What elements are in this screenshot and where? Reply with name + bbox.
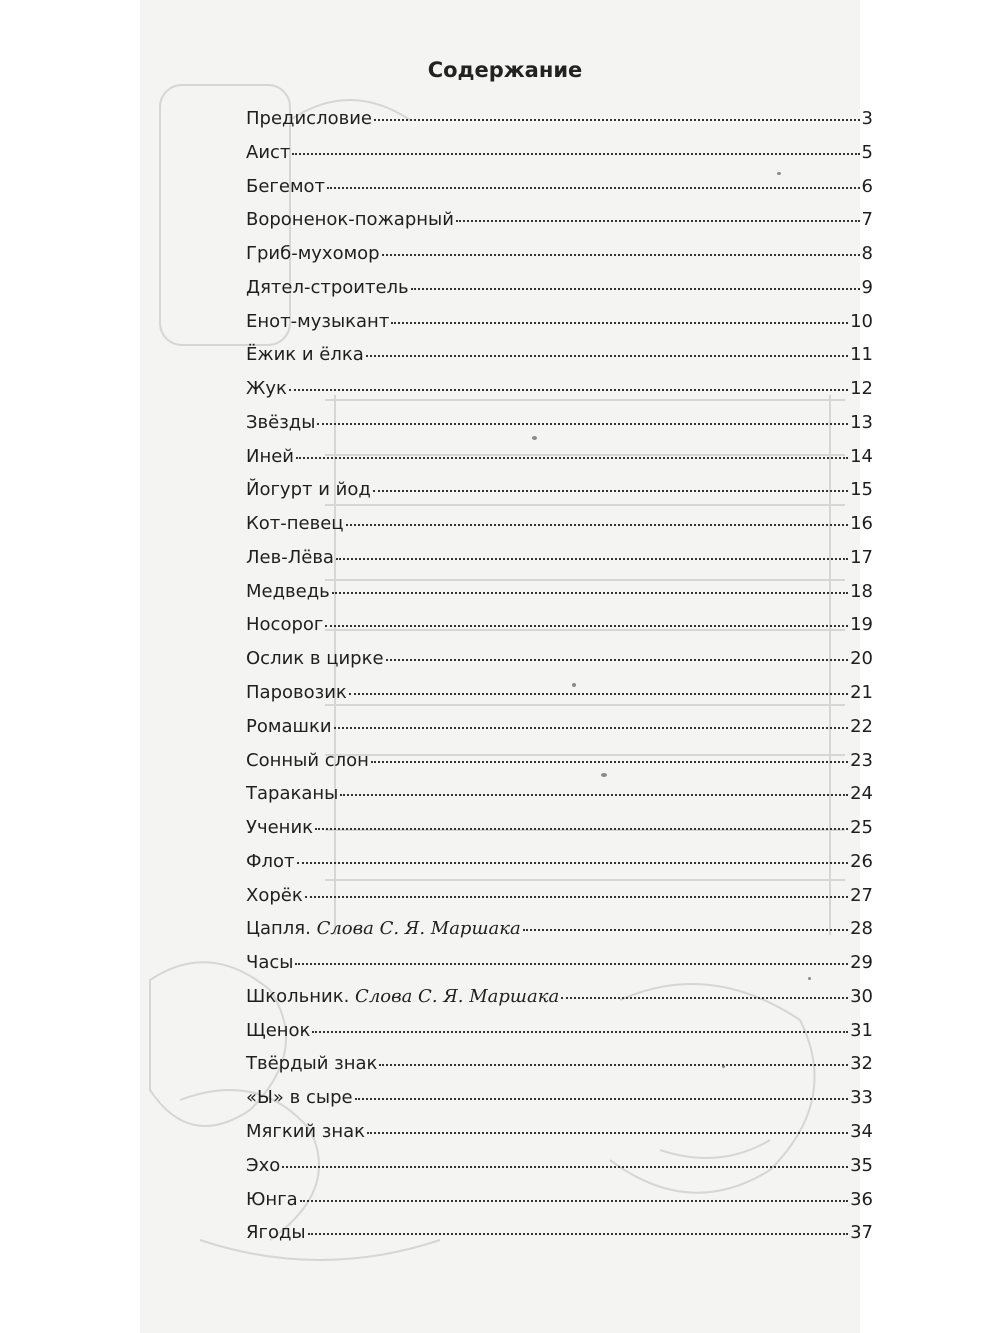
toc-entry [246, 851, 873, 885]
dot-leader [349, 693, 848, 695]
toc-entry-page-number: 28 [850, 918, 873, 940]
print-speck [808, 977, 811, 980]
toc-entry-title [246, 750, 369, 771]
toc-entry-name: Ягоды [246, 1222, 306, 1244]
dot-leader [386, 659, 849, 661]
toc-entry-name: Йогурт и йод [246, 479, 371, 501]
toc-entry [246, 1020, 873, 1054]
toc-entry [246, 1053, 873, 1087]
dot-leader [315, 828, 848, 830]
toc-entry-page-number: 27 [850, 884, 873, 906]
toc-entry [246, 412, 873, 446]
toc-entry-page-number: 21 [850, 682, 873, 704]
dot-leader [308, 1233, 848, 1235]
dot-leader [292, 153, 859, 155]
toc-entry-title [246, 108, 372, 129]
toc-entry-name: Аист [246, 141, 291, 163]
toc-entry-name: Щенок [246, 1019, 311, 1041]
dot-leader [391, 322, 848, 324]
dot-leader [366, 355, 848, 357]
toc-entry-page-number: 14 [850, 445, 873, 467]
toc-entry-page-number: 11 [850, 344, 873, 366]
toc-entry-name: Флот [246, 850, 295, 872]
toc-entry-title [246, 479, 371, 500]
toc-entry-title [246, 952, 293, 973]
toc-entry-title [246, 1222, 306, 1243]
toc-entry-page-number: 23 [850, 749, 873, 771]
toc-entry-name: Гриб-мухомор [246, 243, 380, 265]
toc-entry [246, 243, 873, 277]
toc-entry-title [246, 716, 332, 737]
dot-leader [523, 929, 848, 931]
toc-entry-page-number: 35 [850, 1154, 873, 1176]
toc-entry-name: Звёзды [246, 411, 316, 433]
toc-entry-name: Цапля. [246, 918, 311, 940]
toc-entry-page-number: 13 [850, 411, 873, 433]
toc-entry-page-number: 26 [850, 850, 873, 872]
toc-entry [246, 1087, 873, 1121]
toc-entry-title [246, 986, 559, 1007]
toc-entry-title [246, 513, 344, 534]
dot-leader [317, 423, 848, 425]
toc-entry-page-number: 37 [850, 1222, 873, 1244]
toc-entry-page-number: 3 [861, 108, 873, 129]
toc-entry-title [246, 209, 454, 230]
toc-entry [246, 918, 873, 952]
toc-entry-name: Ученик [246, 817, 314, 839]
toc-entry-page-number: 10 [850, 310, 873, 332]
toc-entry [246, 783, 873, 817]
page-title: Содержание [427, 58, 583, 82]
toc-entry-page-number: 25 [850, 817, 873, 839]
dot-leader [295, 963, 848, 965]
toc-entry [246, 277, 873, 311]
toc-entry-page-number: 19 [850, 614, 873, 636]
toc-entry-title [246, 1087, 353, 1108]
toc-entry-name: Вороненок-пожарный [246, 209, 454, 231]
toc-entry-name: Юнга [246, 1188, 298, 1210]
toc-entry-title [246, 142, 290, 163]
toc-entry [246, 209, 873, 243]
toc-entry-page-number: 12 [850, 378, 873, 400]
toc-entry-title [246, 614, 323, 635]
toc-entry [246, 817, 873, 851]
toc-entry [246, 311, 873, 345]
toc-entry [246, 513, 873, 547]
toc-entry [246, 344, 873, 378]
toc-entry [246, 614, 873, 648]
toc-entry-name: Лев-Лёва [246, 546, 334, 568]
toc-entry-page-number: 15 [850, 479, 873, 501]
print-speck [532, 436, 537, 440]
dot-leader [340, 794, 848, 796]
toc-entry-page-number: 33 [850, 1087, 873, 1109]
toc-entry [246, 1121, 873, 1155]
toc-entry-title [246, 885, 303, 906]
toc-entry-title [246, 1155, 280, 1176]
toc-entry-page-number: 5 [861, 141, 873, 163]
toc-entry [246, 1189, 873, 1223]
toc-entry-author: Слова С. Я. Маршака [355, 985, 560, 1007]
toc-entry-page-number: 22 [850, 715, 873, 737]
toc-entry-title [246, 1020, 310, 1041]
toc-entry-name: Хорёк [246, 884, 303, 906]
toc-entry [246, 108, 873, 142]
toc-entry [246, 682, 873, 716]
toc-entry [246, 176, 873, 210]
print-speck [777, 172, 781, 175]
toc-entry [246, 952, 873, 986]
toc-entry [246, 885, 873, 919]
toc-entry-title [246, 851, 295, 872]
dot-leader [300, 1200, 848, 1202]
dot-leader [561, 997, 848, 999]
dot-leader [382, 254, 860, 256]
toc-entry-page-number: 20 [850, 648, 873, 670]
toc-entry-name: Паровозик [246, 682, 347, 704]
toc-entry-name: Носорог [246, 614, 324, 636]
toc-entry-name: Жук [246, 378, 287, 400]
toc-entry [246, 446, 873, 480]
dot-leader [297, 862, 849, 864]
toc-entry-title [246, 344, 364, 365]
print-speck [601, 773, 607, 777]
toc-entry-title [246, 1053, 377, 1074]
toc-entry-title [246, 783, 338, 804]
toc-entry-page-number: 34 [850, 1120, 873, 1142]
dot-leader [355, 1098, 849, 1100]
toc-entry [246, 142, 873, 176]
toc-entry-title [246, 682, 347, 703]
toc-entry [246, 716, 873, 750]
dot-leader [312, 1031, 848, 1033]
toc-entry-title [246, 378, 287, 399]
dot-leader [289, 389, 848, 391]
toc-entry-name: Твёрдый знак [246, 1053, 378, 1075]
toc-entry-page-number: 30 [850, 985, 873, 1007]
dot-leader [334, 727, 849, 729]
toc-entry-title [246, 412, 315, 433]
toc-entry-title [246, 446, 294, 467]
toc-entry-title [246, 243, 380, 264]
toc-entry-page-number: 31 [850, 1019, 873, 1041]
toc-entry-name: Сонный слон [246, 749, 369, 771]
toc-entry-page-number: 7 [861, 209, 873, 231]
toc-entry-page-number: 24 [850, 783, 873, 805]
dot-leader [336, 558, 848, 560]
dot-leader [371, 761, 848, 763]
toc-entry [246, 750, 873, 784]
toc-entry-title [246, 176, 325, 197]
toc-entry-title [246, 1121, 365, 1142]
toc-entry-name: Дятел-строитель [246, 276, 409, 298]
toc-entry-title [246, 547, 334, 568]
dot-leader [379, 1064, 848, 1066]
toc-entry-page-number: 17 [850, 546, 873, 568]
toc-entry-title [246, 277, 409, 298]
toc-entry-name: Тараканы [246, 783, 339, 805]
dot-leader [374, 119, 860, 121]
toc-entry-title [246, 1189, 298, 1210]
dot-leader [305, 896, 848, 898]
toc-entry-name: Медведь [246, 580, 330, 602]
toc-entry [246, 581, 873, 615]
dot-leader [296, 457, 848, 459]
dot-leader [373, 490, 848, 492]
toc-entry-page-number: 6 [861, 175, 873, 197]
toc-entry-title [246, 311, 389, 332]
toc-entry-name: Предисловие [246, 108, 372, 129]
toc-entry-name: Енот-музыкант [246, 310, 390, 332]
print-speck [572, 683, 576, 687]
table-of-contents [246, 108, 873, 1256]
toc-entry-title [246, 648, 384, 669]
toc-entry-author: Слова С. Я. Маршака [316, 918, 521, 940]
toc-entry-name: Иней [246, 445, 295, 467]
toc-entry-page-number: 29 [850, 952, 873, 974]
toc-entry-name: Бегемот [246, 175, 326, 197]
toc-entry-title [246, 817, 313, 838]
toc-entry [246, 479, 873, 513]
dot-leader [325, 625, 848, 627]
toc-entry [246, 1155, 873, 1189]
toc-entry-page-number: 18 [850, 580, 873, 602]
dot-leader [411, 288, 860, 290]
toc-entry-name: Часы [246, 952, 294, 974]
toc-entry [246, 1222, 873, 1256]
toc-entry [246, 648, 873, 682]
book-page [140, 0, 873, 1333]
toc-entry [246, 547, 873, 581]
toc-entry-page-number: 16 [850, 513, 873, 535]
toc-entry [246, 378, 873, 412]
toc-entry-page-number: 8 [861, 243, 873, 265]
toc-entry-title [246, 918, 521, 939]
toc-entry-name: Школьник. [246, 985, 350, 1007]
toc-entry [246, 986, 873, 1020]
toc-entry-name: Ослик в цирке [246, 648, 384, 670]
dot-leader [346, 524, 849, 526]
toc-entry-name: Мягкий знак [246, 1120, 366, 1142]
toc-entry-name: Ромашки [246, 715, 332, 737]
toc-entry-name: Ёжик и ёлка [246, 344, 364, 366]
toc-entry-page-number: 9 [861, 276, 873, 298]
toc-entry-title [246, 581, 330, 602]
toc-entry-page-number: 32 [850, 1053, 873, 1075]
print-speck [722, 1065, 725, 1068]
dot-leader [327, 187, 860, 189]
toc-entry-page-number: 36 [850, 1188, 873, 1210]
dot-leader [332, 592, 848, 594]
dot-leader [367, 1132, 848, 1134]
dot-leader [282, 1166, 848, 1168]
toc-entry-name: Эхо [246, 1154, 281, 1176]
toc-entry-name: «Ы» в сыре [246, 1087, 353, 1109]
dot-leader [456, 220, 860, 222]
toc-entry-name: Кот-певец [246, 513, 344, 535]
